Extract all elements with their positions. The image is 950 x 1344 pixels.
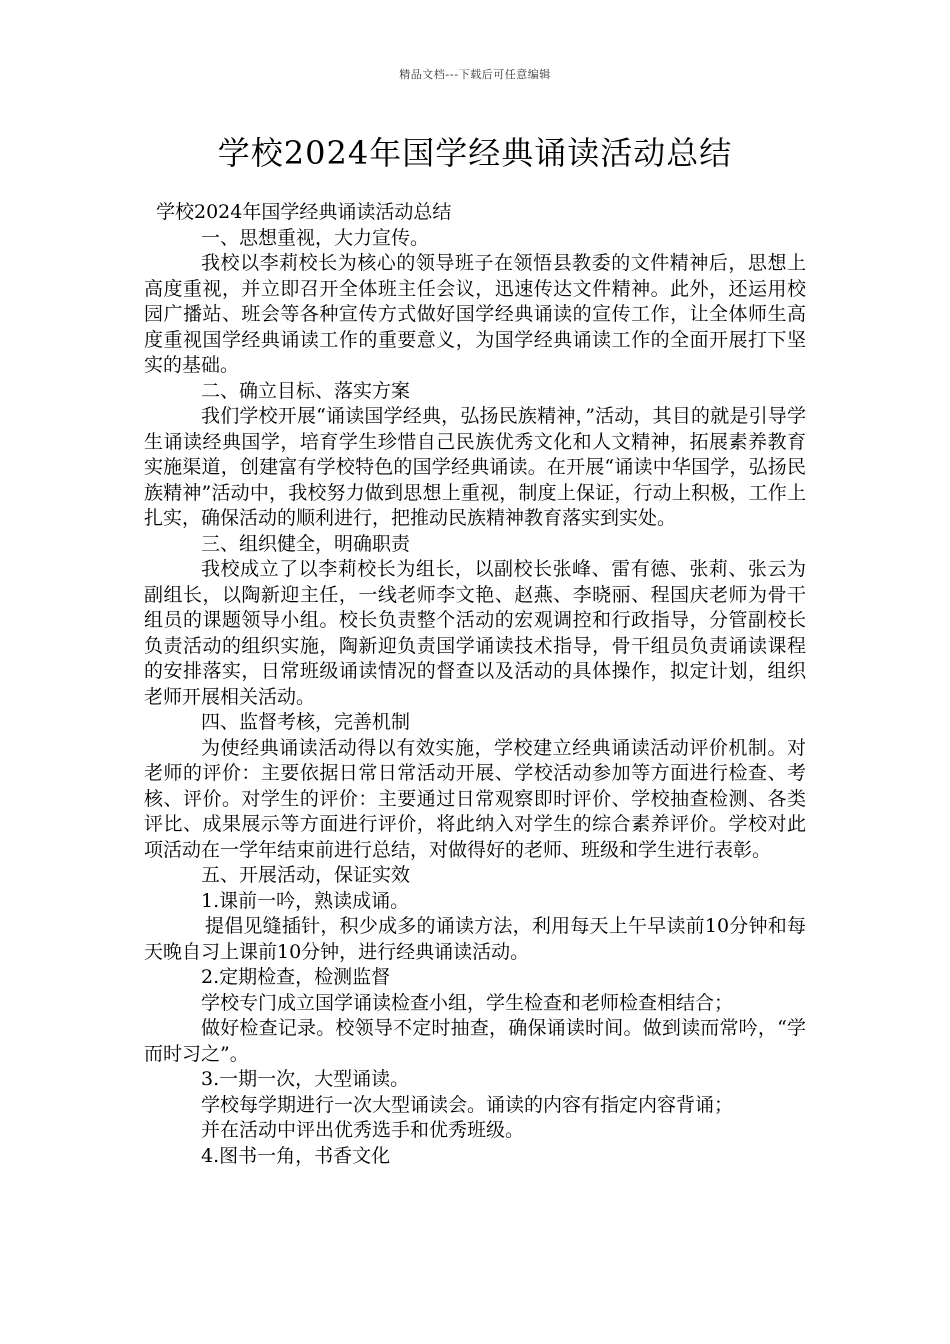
page-header-note: 精品文档---下载后可任意编辑 (399, 68, 551, 81)
paragraph: 三、组织健全，明确职责 (201, 532, 411, 555)
paragraph: 做好检查记录。校领导不定时抽查，确保诵读时间。做到读而常吟，“学而时习之”。 (144, 1017, 806, 1065)
paragraph: 学校2024年国学经典诵读活动总结 (156, 201, 452, 223)
paragraph: 并在活动中评出优秀选手和优秀班级。 (201, 1119, 525, 1141)
paragraph: 2.定期检查，检测监督 (201, 966, 391, 988)
paragraph: 提倡见缝插针，积少成多的诵读方法，利用每天上午早读前10分钟和每天晚自习上课前10分钟，进行经典诵读活动。 (144, 915, 806, 963)
paragraph: 3.一期一次，大型诵读。 (201, 1068, 410, 1090)
paragraph: 我们学校开展“诵读国学经典，弘扬民族精神，”活动，其目的就是引导学生诵读经典国学，培育学生珍惜自己民族优秀文化和人文精神，拓展素养教育实施渠道，创建富有学校特色的国学经典诵读。在开展“诵读中华国学，弘扬民族精神”活动中，我校努力做到思想上重视，制度上保证，行动上积极，工作上扎实，确保活动的顺利进行，把推动民族精神教育落实到实处。 (144, 405, 806, 529)
paragraph: 学校每学期进行一次大型诵读会。诵读的内容有指定内容背诵； (201, 1093, 734, 1116)
paragraph: 为使经典诵读活动得以有效实施，学校建立经典诵读活动评价机制。对老师的评价：主要依据日常日常活动开展、学校活动参加等方面进行检查、考核、评价。对学生的评价：主要通过日常观察即时评价、学校抽查检测、各类评比、成果展示等方面进行评价，将此纳入对学生的综合素养评价。学校对此项活动在一学年结束前进行总结，对做得好的老师、班级和学生进行表彰。 (144, 736, 806, 861)
paragraph: 一、思想重视，大力宣传。 (201, 226, 430, 249)
paragraph: 我校成立了以李莉校长为组长，以副校长张峰、雷有德、张莉、张云为副组长，以陶新迎主任，一线老师李文艳、赵燕、李晓丽、程国庆老师为骨干组员的课题领导小组。校长负责整个活动的宏观调控和行政指导，分管副校长负责活动的组织实施，陶新迎负责国学诵读技术指导，骨干组员负责诵读课程的安排落实，日常班级诵读情况的督查以及活动的具体操作，拟定计划，组织老师开展相关活动。 (144, 558, 806, 708)
paragraph: 二、确立目标、落实方案 (201, 379, 411, 402)
paragraph: 五、开展活动，保证实效 (201, 864, 411, 886)
paragraph: 学校专门成立国学诵读检查小组，学生检查和老师检查相结合； (201, 991, 734, 1014)
paragraph: 我校以李莉校长为核心的领导班子在领悟县教委的文件精神后，思想上高度重视，并立即召开全体班主任会议，迅速传达文件精神。此外，还运用校园广播站、班会等各种宣传方式做好国学经典诵读的宣传工作，让全体师生高度重视国学经典诵读工作的重要意义，为国学经典诵读工作的全面开展打下坚实的基础。 (144, 252, 806, 376)
document-title: 学校2024年国学经典诵读活动总结 (217, 134, 733, 172)
paragraph: 1.课前一吟，熟读成诵。 (201, 889, 410, 912)
paragraph: 4.图书一角，书香文化 (201, 1144, 391, 1167)
paragraph: 四、监督考核，完善机制 (201, 711, 411, 733)
document-body (144, 200, 806, 1169)
